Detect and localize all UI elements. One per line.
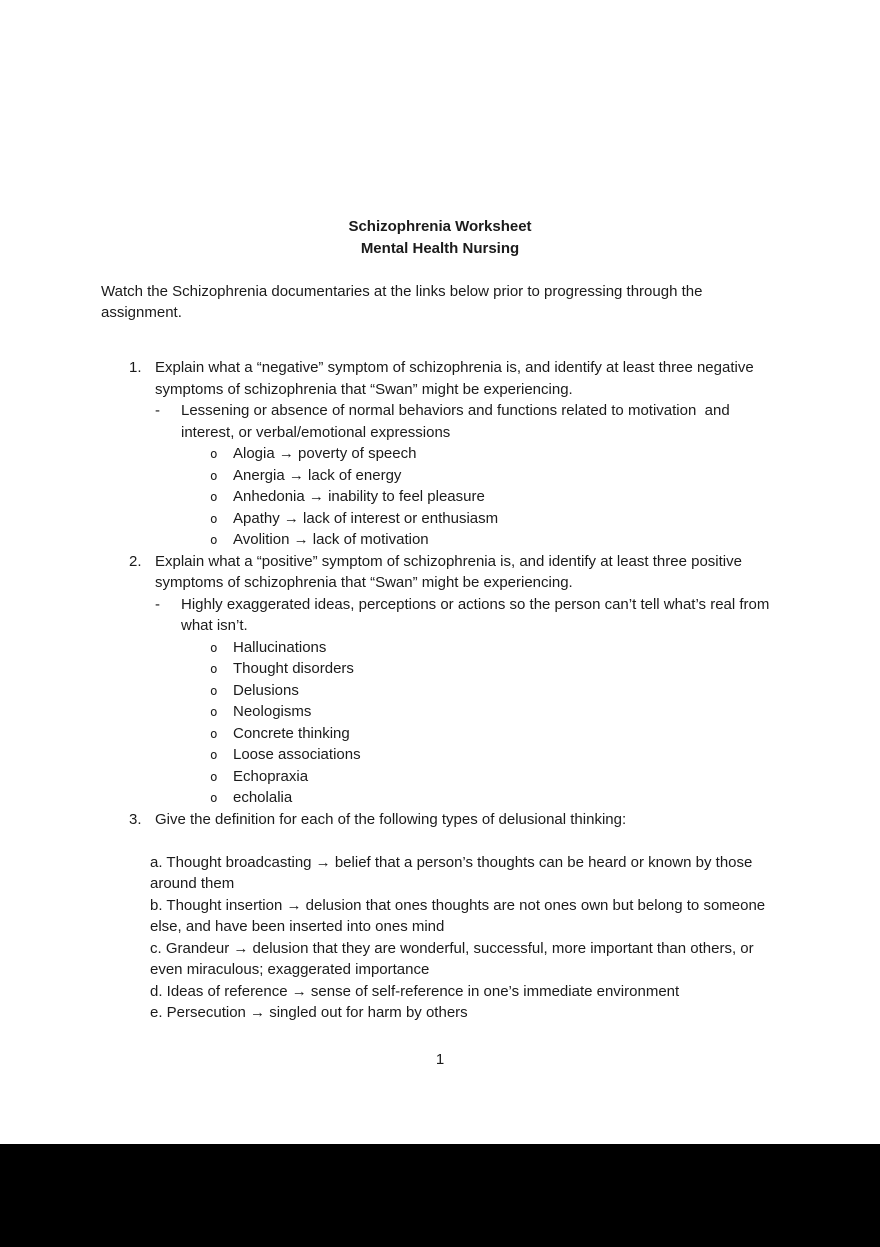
bullet-text: Concrete thinking <box>233 724 350 742</box>
bullet-text: Anergia → lack of energy <box>233 466 402 484</box>
definition-line-e: e. Persecution → singled out for harm by others <box>150 1004 468 1021</box>
bullet-text: Loose associations <box>233 746 361 763</box>
circle-bullet-marker: o <box>210 489 218 504</box>
bullet-item <box>155 443 779 465</box>
question-text: Give the definition for each of the following types of delusional thinking: <box>155 810 627 828</box>
bullet-item <box>155 658 779 680</box>
question-list <box>129 357 779 830</box>
bullet-text: echolalia <box>233 789 293 806</box>
question-number: 3. <box>129 810 142 828</box>
question-item-3 <box>129 809 779 831</box>
question-text: Explain what a “negative” symptom of schizophrenia is, and identify at least three negative symptoms of schizophrenia that “Swan” might be experiencing. <box>155 359 754 398</box>
question-item-1 <box>129 357 779 551</box>
circle-bullet-marker: o <box>210 768 218 784</box>
bullet-item <box>155 508 779 530</box>
intro-paragraph: Watch the Schizophrenia documentaries at the links below prior to progressing through the assignment. <box>101 282 703 321</box>
bullet-item <box>155 787 779 809</box>
dash-bullet <box>155 400 779 443</box>
definition-line-a: a. Thought broadcasting → belief that a person’s thoughts can be heard or known by those around them <box>150 853 753 892</box>
bullet-text: Alogia → poverty of speech <box>233 445 417 462</box>
definition-line-c: c. Grandeur → delusion that they are wonderful, successful, more important than others, or even miraculous; exaggerated importance <box>150 939 754 978</box>
circle-bullet-marker: o <box>210 747 218 762</box>
definition-line-b: b. Thought insertion → delusion that ones thoughts are not ones own but belong to someone else, and have been inserted into ones mind <box>150 896 766 935</box>
document-title <box>0 0 880 260</box>
bottom-black-bar <box>0 1144 880 1247</box>
bullet-item <box>155 744 779 766</box>
bullet-item <box>155 723 779 745</box>
answer-note: Lessening or absence of normal behaviors and functions related to motivation and interest, or verbal/emotional expressions <box>181 402 734 441</box>
bullet-item <box>155 529 779 551</box>
circle-bullet-marker: o <box>210 510 218 526</box>
title-line-2: Mental Health Nursing <box>360 240 520 257</box>
bullet-text: Neologisms <box>233 703 312 720</box>
circle-bullet-marker: o <box>210 639 218 655</box>
bullet-item <box>155 680 779 702</box>
answer-note: Highly exaggerated ideas, perceptions or actions so the person can’t tell what’s real from what isn’t. <box>181 595 770 634</box>
bullet-text: Thought disorders <box>233 660 354 677</box>
bullet-text: Anhedonia → inability to feel pleasure <box>233 488 485 505</box>
circle-bullet-marker: o <box>210 725 218 741</box>
page-number: 1 <box>435 1051 445 1068</box>
bullet-item <box>155 637 779 659</box>
circle-bullet-marker: o <box>210 467 218 483</box>
bullet-text: Apathy → lack of interest or enthusiasm <box>233 509 499 527</box>
bullet-item <box>155 766 779 788</box>
definition-block <box>150 852 779 1024</box>
circle-bullet-marker: o <box>210 661 218 676</box>
bullet-item <box>155 486 779 508</box>
question-text: Explain what a “positive” symptom of schizophrenia is, and identify at least three positive symptoms of schizophrenia that “Swan” might be experiencing. <box>155 552 742 591</box>
definition-line-d: d. Ideas of reference → sense of self-reference in one’s immediate environment <box>150 982 680 1000</box>
circle-bullet-marker: o <box>210 682 218 698</box>
circle-bullet-marker: o <box>210 790 218 805</box>
bullet-item <box>155 465 779 487</box>
circle-bullet-marker: o <box>210 704 218 719</box>
bullet-text: Echopraxia <box>233 767 309 785</box>
dash-marker: - <box>155 595 160 613</box>
bullet-text: Hallucinations <box>233 638 327 656</box>
question-number: 1. <box>129 359 142 376</box>
circle-bullet-marker: o <box>210 446 218 461</box>
bullet-item <box>155 701 779 723</box>
circle-bullet-marker: o <box>210 532 218 547</box>
bullet-text: Avolition → lack of motivation <box>233 531 429 548</box>
title-line-1: Schizophrenia Worksheet <box>348 218 532 235</box>
question-item-2 <box>129 551 779 809</box>
bullet-text: Delusions <box>233 681 299 699</box>
dash-bullet <box>155 594 779 637</box>
question-number: 2. <box>129 552 142 570</box>
dash-marker: - <box>155 402 160 419</box>
